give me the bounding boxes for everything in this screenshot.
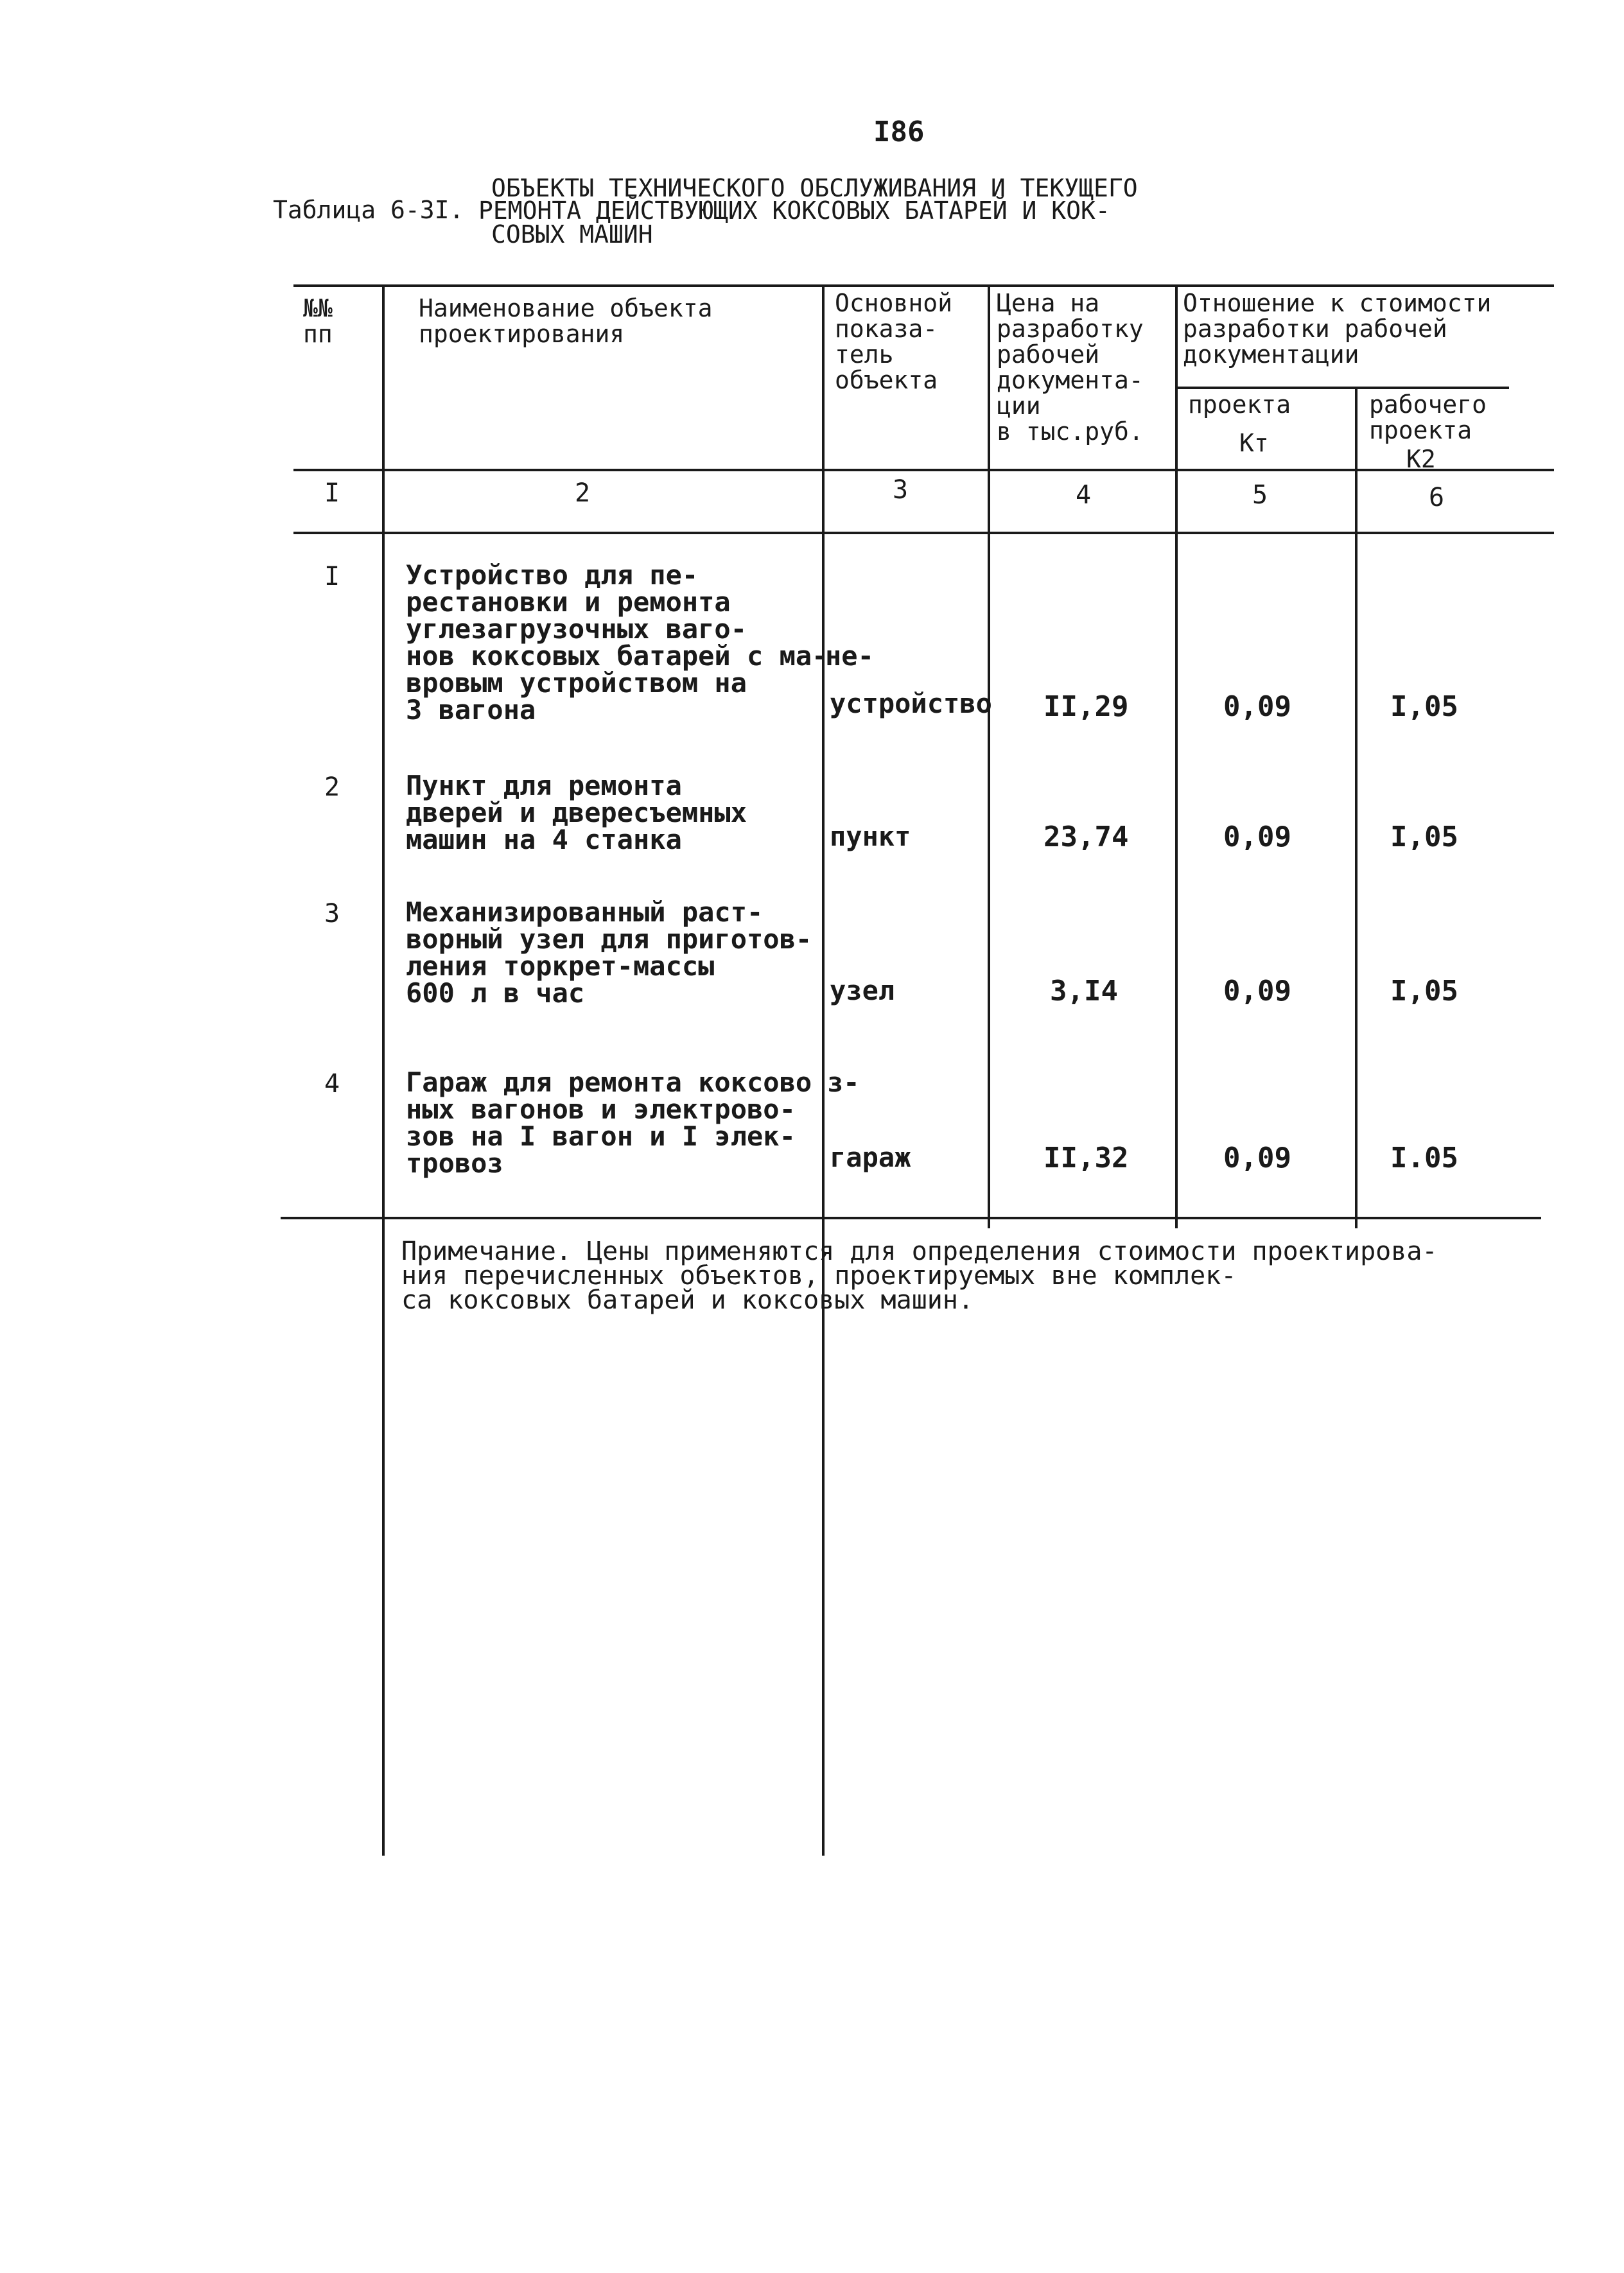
header-col-name: Наименование объекта проектирования <box>419 294 713 348</box>
row-3-k1: 0,09 <box>1223 975 1291 1007</box>
header-subgroup-rule <box>1175 387 1509 389</box>
row-3-name: Механизированный раст- ворный узел для приготов- ления торкрет-массы 600 л в час <box>406 896 812 1009</box>
table-note: Примечание. Цены применяются для определения стоимости проектирова- ния перечисленных объектов, проектируемых вне комплек- са коксовых батарей и коксовых машин. <box>401 1237 1438 1315</box>
row-4-number: 4 <box>324 1069 340 1099</box>
column-number-6: 6 <box>1429 483 1445 512</box>
row-1-name-overflow: не- <box>825 640 874 672</box>
column-numbers-rule <box>293 532 1554 534</box>
row-2-price: 23,74 <box>1043 821 1129 853</box>
header-col-work-project-symbol: К2 <box>1406 445 1436 473</box>
row-3-price: 3,I4 <box>1050 975 1118 1007</box>
table-bottom-rule <box>281 1217 1541 1219</box>
row-3-k2: I,05 <box>1390 975 1458 1007</box>
header-bottom-rule <box>293 469 1554 471</box>
table-caption-line-3: СОВЫХ МАШИН <box>491 220 653 248</box>
col-divider-4 <box>1175 284 1178 1228</box>
row-1-price: II,29 <box>1043 690 1129 723</box>
row-1-k1: 0,09 <box>1223 690 1291 723</box>
column-number-3: 3 <box>893 475 909 505</box>
header-col-project: проекта <box>1188 390 1291 419</box>
column-number-5: 5 <box>1252 480 1268 510</box>
column-number-4: 4 <box>1076 480 1092 510</box>
page-number: I86 <box>873 116 925 148</box>
row-1-k2: I,05 <box>1390 690 1458 723</box>
col-divider-5 <box>1355 387 1358 1228</box>
row-3-number: 3 <box>324 899 340 928</box>
row-1-number: I <box>324 562 340 591</box>
row-4-k2: I.05 <box>1390 1142 1458 1174</box>
header-col-number: №№ пп <box>303 294 333 348</box>
row-1-unit: устройство <box>830 688 992 719</box>
row-1-name: Устройство для пе- рестановки и ремонта углезагрузочных ваго- нов коксовых батарей с ма- вровым устройством на 3 вагона <box>406 559 828 726</box>
header-col-project-symbol: Кт <box>1239 429 1269 457</box>
col-divider-1 <box>382 284 385 1856</box>
row-2-k2: I,05 <box>1390 821 1458 853</box>
table-top-rule <box>293 284 1554 287</box>
row-2-name: Пункт для ремонта дверей и двересъемных машин на 4 станка <box>406 770 747 855</box>
row-4-k1: 0,09 <box>1223 1142 1291 1174</box>
row-3-unit: узел <box>830 975 895 1006</box>
row-4-name: Гараж для ремонта коксово ных вагонов и электрово- зов на I вагон и I элек- тровоз <box>406 1067 812 1179</box>
row-2-k1: 0,09 <box>1223 821 1291 853</box>
row-4-name-overflow: з- <box>827 1067 860 1098</box>
col-divider-3 <box>988 284 990 1228</box>
header-col-price: Цена на разработку рабочей документа- ции в тыс.руб. <box>997 289 1144 446</box>
table-caption-line-1: ОБЪЕКТЫ ТЕХНИЧЕСКОГО ОБСЛУЖИВАНИЯ И ТЕКУЩЕГО <box>491 174 1138 202</box>
row-2-number: 2 <box>324 772 340 802</box>
header-col-ratio-group: Отношение к стоимости разработки рабочей документации <box>1183 289 1492 369</box>
column-number-2: 2 <box>575 478 591 508</box>
header-col-indicator: Основной показа- тель объекта <box>835 289 953 394</box>
column-number-1: I <box>324 478 340 508</box>
header-col-work-project: рабочего проекта <box>1369 390 1487 444</box>
table-caption-line-2: РЕМОНТА ДЕЙСТВУЮЩИХ КОКСОВЫХ БАТАРЕЙ И КОК- <box>478 196 1110 225</box>
row-2-unit: пункт <box>830 821 911 852</box>
row-4-price: II,32 <box>1043 1142 1129 1174</box>
table-caption-prefix: Таблица 6-3I. <box>273 196 464 224</box>
row-4-unit: гараж <box>830 1142 911 1173</box>
